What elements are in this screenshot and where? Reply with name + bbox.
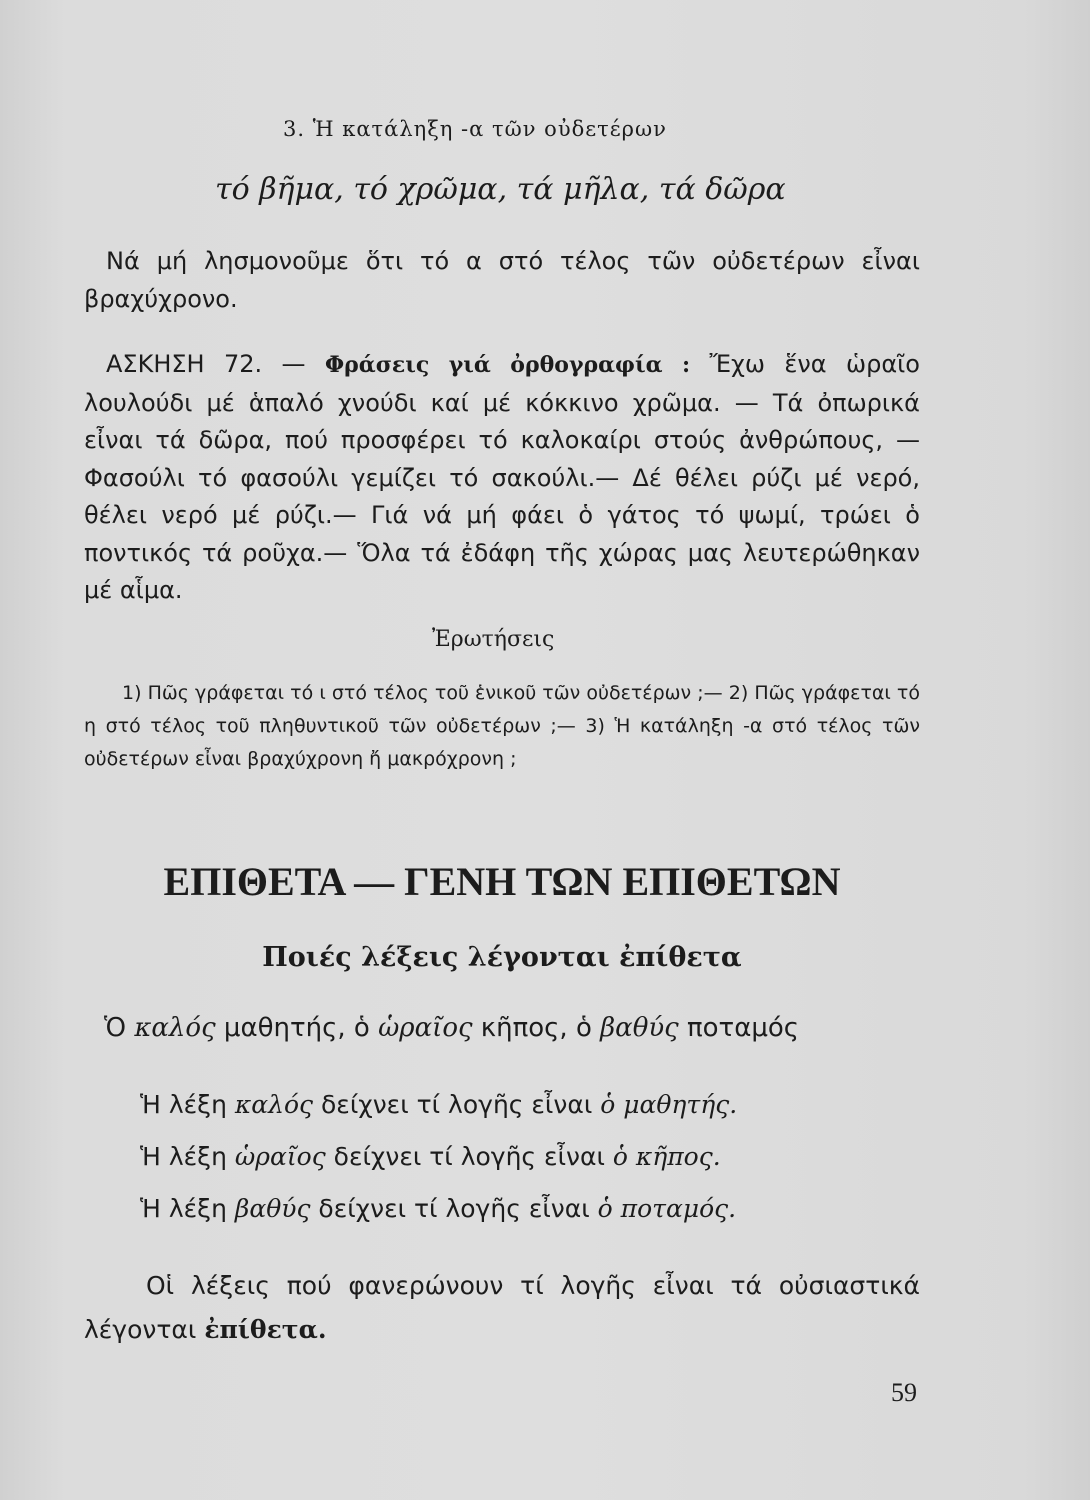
conclusion-text: Οἱ λέξεις πού φανερώνουν τί λογῆς εἶναι τά οὐσιαστικά λέγονται: [84, 1271, 920, 1344]
questions-heading: Ἐρωτήσεις: [432, 627, 555, 652]
note-text: Νά μή λησμονοῦμε ὅτι τό α στό τέλος τῶν οὐδετέρων εἶναι βραχύχρονο.: [84, 247, 920, 313]
explanation-adjective: καλός: [234, 1090, 314, 1119]
example-part: μαθητής, ὁ: [215, 1013, 379, 1043]
explanation-noun: ὁ κῆπος.: [612, 1142, 721, 1171]
explanation-line: [140, 1090, 737, 1119]
explanation-line: [140, 1194, 736, 1223]
explanation-noun: ὁ μαθητής.: [600, 1090, 738, 1119]
chapter-subtitle: Ποιές λέξεις λέγονται ἐπίθετα: [262, 942, 742, 973]
example-part: Ὁ: [104, 1013, 135, 1043]
explanation-adjective: ὡραῖος: [234, 1142, 326, 1171]
example-adjective: βαθύς: [600, 1013, 679, 1043]
chapter-title: ΕΠΙΘΕΤΑ — ΓΕΝΗ ΤΩΝ ΕΠΙΘΕΤΩΝ: [163, 859, 841, 904]
exercise-label: ΑΣΚΗΣΗ 72. —: [106, 350, 306, 378]
explanation-lead: Ἡ λέξη: [140, 1090, 235, 1119]
exercise-text: Ἔχω ἕνα ὡραῖο λουλούδι μέ ἁπαλό χνούδι καί μέ κόκκινο χρῶμα. — Τά ὀπωρικά εἶναι τά δῶρα, πού προσφέρει τό καλοκαίρι στούς ἀνθρώπους, — Φασούλι τό φασούλι γεμίζει τό σακούλι.— Δέ θέλει ρύζι μέ νερό, θέλει νερό μέ ρύζι.— Γιά νά μή φάει ὁ γάτος τό ψωμί, τρώει ὁ ποντικός τά ροῦχα.— Ὅλα τά ἐδάφη τῆς χώρας μας λευτερώθηκαν μέ αἷμα.: [84, 350, 920, 604]
note-paragraph: [84, 243, 920, 318]
example-adjective: ὡραῖος: [378, 1013, 473, 1043]
example-adjective: καλός: [134, 1013, 216, 1043]
section-heading: 3. Ἡ κατάληξη -α τῶν οὐδετέρων: [283, 117, 667, 141]
questions-paragraph: [84, 677, 920, 776]
explanation-line: [140, 1142, 721, 1171]
explanation-lead: Ἡ λέξη: [140, 1194, 235, 1223]
explanation-middle: δείχνει τί λογῆς εἶναι: [325, 1142, 613, 1171]
explanation-adjective: βαθύς: [234, 1194, 311, 1223]
example-part: ποταμός: [678, 1013, 800, 1043]
explanation-lead: Ἡ λέξη: [140, 1142, 235, 1171]
explanation-middle: δείχνει τί λογῆς εἶναι: [310, 1194, 598, 1223]
example-part: κῆπος, ὁ: [472, 1013, 601, 1043]
example-words: τό βῆμα, τό χρῶμα, τά μῆλα, τά δῶρα: [215, 172, 786, 207]
explanation-noun: ὁ ποταμός.: [597, 1194, 737, 1223]
page-number: 59: [891, 1378, 917, 1407]
questions-text: 1) Πῶς γράφεται τό ι στό τέλος τοῦ ἑνικοῦ τῶν οὐδετέρων ;— 2) Πῶς γράφεται τό η στό τέλος τοῦ πληθυντικοῦ τῶν οὐδετέρων ;— 3) Ἡ κατάληξη -α στό τέλος τῶν οὐδετέρων εἶναι βραχύχρονη ἤ μακρόχρονη ;: [84, 682, 920, 770]
exercise-title: Φράσεις γιά ὀρθογραφία :: [324, 352, 691, 378]
explanation-middle: δείχνει τί λογῆς εἶναι: [313, 1090, 601, 1119]
exercise-paragraph: [84, 346, 920, 610]
example-sentence: [104, 1013, 799, 1043]
conclusion-term: ἐπίθετα.: [204, 1315, 327, 1344]
conclusion-paragraph: [84, 1264, 920, 1352]
